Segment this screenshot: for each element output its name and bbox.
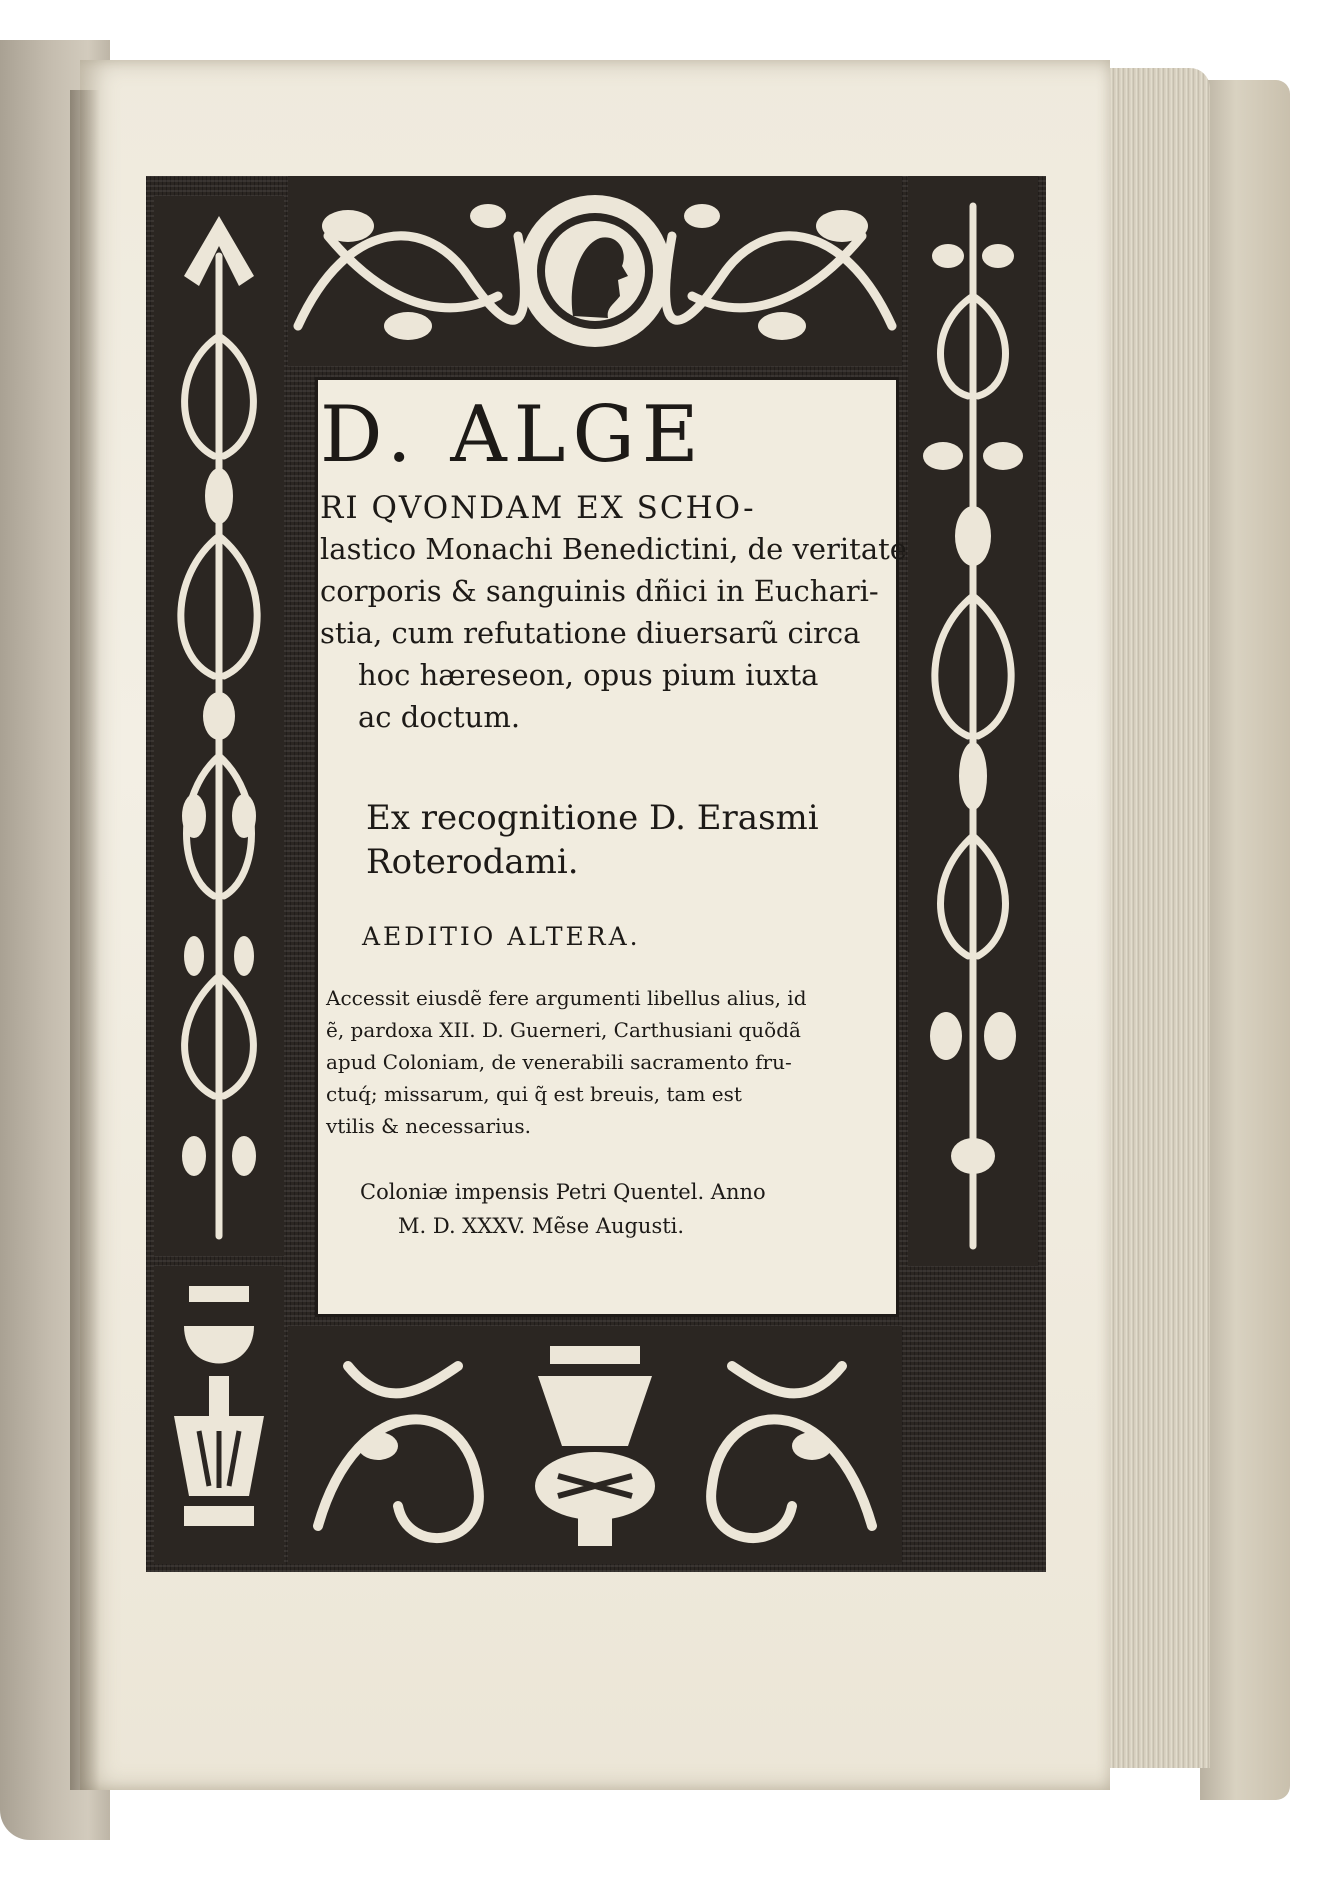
title-line-4: stia, cum refutatione diuersarũ circa	[320, 616, 861, 650]
top-ornament-panel	[288, 176, 902, 366]
title-line-3: corporis & sanguinis dñici in Euchari-	[320, 574, 879, 608]
left-ornament-panel	[154, 196, 284, 1256]
addition-line-5: vtilis & necessarius.	[326, 1114, 531, 1138]
recognition-line-2: Roterodami.	[366, 842, 579, 882]
recognition-line-1: Ex recognitione D. Erasmi	[366, 798, 819, 838]
addition-line-4: ctuq́; missarum, qui q̃ est breuis, tam est	[326, 1082, 742, 1106]
title-line-2: lastico Monachi Benedictini, de veritate	[320, 532, 907, 566]
title-heading: D. ALGE	[320, 390, 706, 480]
title-line-6: ac doctum.	[358, 700, 521, 734]
edition-line: AEDITIO ALTERA.	[362, 922, 641, 951]
imprint-line-1: Coloniæ impensis Petri Quentel. Anno	[360, 1180, 766, 1204]
addition-line-3: apud Coloniam, de venerabili sacramento fru-	[326, 1050, 792, 1074]
title-line-5: hoc hæreseon, opus pium iuxta	[358, 658, 819, 692]
book-gutter	[70, 90, 100, 1790]
addition-line-1: Accessit eiusdẽ fere argumenti libellus alius, id	[326, 986, 807, 1010]
addition-line-2: ẽ, pardoxa XII. D. Guerneri, Carthusiani quõdã	[326, 1018, 801, 1042]
imprint-line-2: M. D. XXXV. Mẽse Augusti.	[398, 1214, 685, 1238]
title-line-1: RI QVONDAM EX SCHO-	[320, 490, 756, 526]
vellum-cover-edge	[1200, 80, 1290, 1800]
title-text-block	[318, 380, 907, 1314]
bottom-ornament-panel	[288, 1326, 902, 1564]
right-ornament-panel	[908, 176, 1038, 1266]
bottom-left-vase-panel	[154, 1266, 284, 1564]
